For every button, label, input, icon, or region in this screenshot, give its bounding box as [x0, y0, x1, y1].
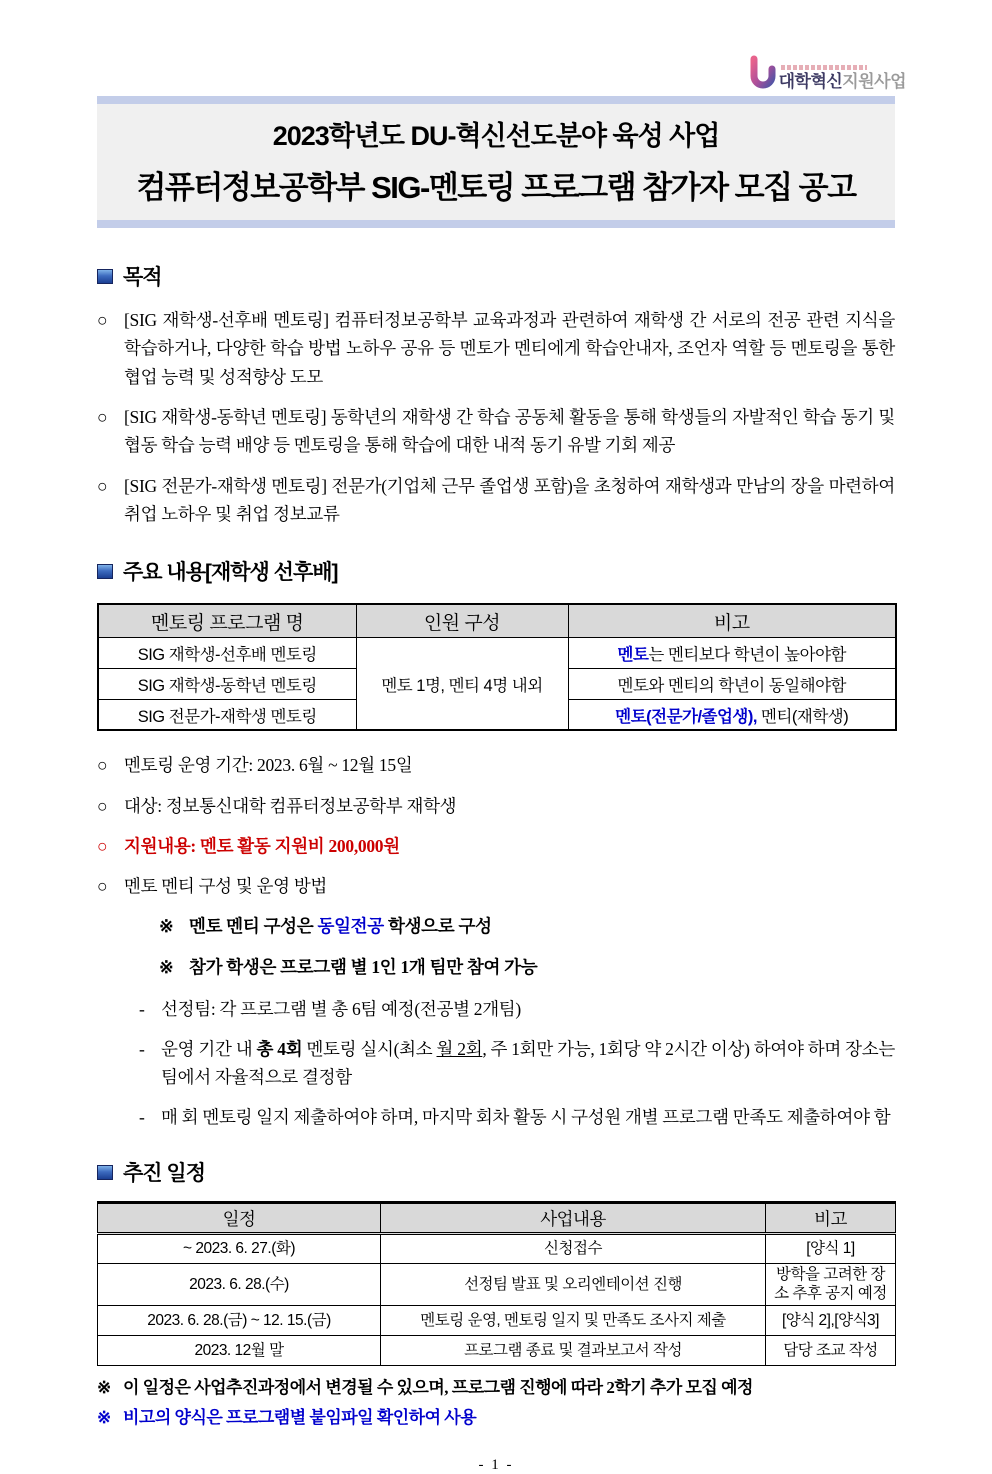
logo-text: [779, 65, 906, 90]
program-name-cell: SIG 재학생-선후배 멘토링: [98, 637, 356, 668]
title-line-2: 컴퓨터정보공학부 SIG-멘토링 프로그램 참가자 모집 공고: [136, 170, 856, 205]
activity-cell: 신청접수: [381, 1234, 766, 1264]
method-detail-text: 선정팀: 각 프로그램 별 총 6팀 예정(전공별 2개팀): [161, 999, 521, 1020]
remark-cell: 담당 조교 작성: [766, 1335, 896, 1365]
method-note: [159, 954, 895, 981]
purpose-heading-label: 목적: [123, 266, 162, 289]
note-pre: 멘토 멘티 구성은: [189, 915, 318, 936]
section-schedule-heading: [97, 1157, 895, 1187]
logo-name-bold: 대학혁신: [778, 72, 843, 91]
purpose-content: [97, 306, 895, 528]
circle-bullet: ○: [97, 407, 108, 428]
list-item-text: 대상: 정보통신대학 컴퓨터정보공학부 재학생: [124, 795, 457, 816]
logo-u-icon: [749, 56, 777, 90]
section-main-heading: [97, 556, 895, 586]
circle-bullet: ○: [97, 795, 108, 816]
section-square-icon: [97, 269, 113, 284]
main-heading-label: 주요 내용[재학생 선후배]: [123, 561, 338, 585]
logo-name: [779, 73, 906, 90]
col-note: 비고: [568, 604, 896, 637]
reference-mark-icon: ※: [97, 1377, 111, 1397]
circle-bullet: ○: [97, 755, 108, 776]
list-item-text: 멘토 멘티 구성 및 운영 방법: [124, 876, 328, 897]
list-item: [97, 792, 895, 820]
table-row: [98, 1264, 896, 1306]
col-program-name: 멘토링 프로그램 명: [98, 604, 356, 637]
detail-part: 멘토링 실시(최소: [302, 1039, 437, 1060]
section-square-icon: [97, 1165, 113, 1180]
schedule-heading-label: 추진 일정: [123, 1162, 205, 1186]
table-row: [98, 637, 896, 668]
col-activity: 사업내용: [381, 1203, 766, 1234]
method-detail: [139, 1103, 895, 1131]
date-cell: 2023. 6. 28.(수): [98, 1264, 381, 1306]
detail-underline: 월 2회: [436, 1039, 483, 1060]
dash-bullet: -: [139, 1039, 145, 1060]
schedule-header-row: [98, 1203, 896, 1234]
table-row: [98, 1305, 896, 1335]
note-post: 학생으로 구성: [383, 915, 492, 936]
footnote-text: 이 일정은 사업추진과정에서 변경될 수 있으며, 프로그램 진행에 따라 2학기 추가 모집 예정: [123, 1377, 753, 1397]
logo-tagline-decoration: [781, 65, 867, 70]
title-banner: [97, 96, 895, 228]
remark-cell: [양식 2],[양식3]: [766, 1305, 896, 1335]
circle-bullet: ○: [97, 310, 108, 330]
footnote: [97, 1376, 895, 1401]
note-blue-text: 멘토: [617, 645, 649, 664]
date-cell: ~ 2023. 6. 27.(화): [98, 1234, 381, 1264]
reference-mark-icon: ※: [159, 956, 174, 977]
section-square-icon: [97, 564, 113, 579]
purpose-item-text: [SIG 재학생-선후배 멘토링] 컴퓨터정보공학부 교육과정과 관련하여 재학생 간 서로의 전공 관련 지식을 학습하거나, 다양한 학습 방법 노하우 공유 등 멘토가 멘티에게 학습안내자, 조언자 역할 등 멘토링을 통한 협업 능력 및 성적향상 도모: [124, 310, 895, 387]
detail-part: 운영 기간 내: [161, 1039, 257, 1060]
people-cell: 멘토 1명, 멘티 4명 내외: [356, 637, 568, 730]
date-cell: 2023. 6. 28.(금) ~ 12. 15.(금): [98, 1305, 381, 1335]
purpose-item-text: [SIG 전문가-재학생 멘토링] 전문가(기업체 근무 졸업생 포함)을 초청하여 재학생과 만남의 장을 마련하여 취업 노하우 및 취업 정보교류: [124, 475, 895, 525]
footnotes: [0, 1376, 992, 1431]
col-remark: 비고: [766, 1203, 896, 1234]
note-rest-text: 멘토와 멘티의 학년이 동일해야함: [617, 676, 846, 695]
method-detail: [139, 1035, 895, 1091]
table-row: [98, 1335, 896, 1365]
footnote-text: 비고의 양식은 프로그램별 붙임파일 확인하여 사용: [123, 1408, 477, 1428]
method-note-text: [189, 913, 492, 940]
support-item: [97, 832, 895, 860]
method-note-text: 참가 학생은 프로그램 별 1인 1개 팀만 참여 가능: [189, 956, 538, 977]
col-date: 일정: [98, 1203, 381, 1234]
reference-mark-icon: ※: [159, 915, 174, 936]
remark-cell: [양식 1]: [766, 1234, 896, 1264]
dash-bullet: -: [139, 1107, 145, 1128]
note-cell: [568, 637, 896, 668]
date-cell: 2023. 12월 말: [98, 1335, 381, 1365]
program-name-cell: SIG 재학생-동학년 멘토링: [98, 668, 356, 699]
note-rest-text: 멘티(재학생): [756, 707, 849, 726]
purpose-item: [97, 403, 895, 460]
logo-name-light: 지원사업: [842, 72, 906, 91]
program-logo: [749, 56, 906, 90]
purpose-item-text: [SIG 재학생-동학년 멘토링] 동학년의 재학생 간 학습 공동체 활동을 통해 학생들의 자발적인 학습 동기 및 협동 학습 능력 배양 등 멘토링을 통해 학습에 대한 내적 동기 유발 기회 제공: [124, 407, 895, 456]
program-table-header-row: [98, 604, 896, 637]
detail-part: , 주 1회만 가능, 1회당 약 2시간 이상) 하여야 하며 장소는 팀에서 자율적으로 결정함: [161, 1039, 895, 1088]
program-name-cell: SIG 전문가-재학생 멘토링: [98, 699, 356, 730]
method-detail-text: 매 회 멘토링 일지 제출하여야 하며, 마지막 회차 활동 시 구성원 개별 프로그램 만족도 제출하여야 함: [161, 1107, 891, 1128]
page-number: - 1 -: [478, 1457, 514, 1474]
purpose-item: [97, 472, 895, 529]
method-note: [159, 913, 895, 940]
main-bullets: [97, 751, 895, 1131]
note-cell: [568, 668, 896, 699]
footnote: [97, 1406, 895, 1431]
remark-cell: 방학을 고려한 장소 추후 공지 예정: [766, 1264, 896, 1306]
activity-cell: 프로그램 종료 및 결과보고서 작성: [381, 1335, 766, 1365]
col-people: 인원 구성: [356, 604, 568, 637]
purpose-item: [97, 306, 895, 391]
method-detail-text: [161, 1035, 895, 1091]
program-table: [97, 603, 897, 731]
list-item-text: 멘토링 운영 기간: 2023. 6월 ~ 12월 15일: [124, 755, 413, 776]
support-item-text: 지원내용: 멘토 활동 지원비 200,000원: [124, 836, 400, 857]
activity-cell: 멘토링 운영, 멘토링 일지 및 만족도 조사지 제출: [381, 1305, 766, 1335]
circle-bullet: ○: [97, 876, 108, 897]
note-blue-text: 멘토(전문가/졸업생),: [615, 707, 757, 726]
section-purpose-heading: [97, 261, 895, 291]
reference-mark-icon: ※: [97, 1408, 111, 1428]
schedule-table: [97, 1201, 896, 1366]
list-item: [97, 751, 895, 779]
method-detail: [139, 995, 895, 1023]
circle-bullet: ○: [97, 836, 108, 857]
table-row: [98, 1234, 896, 1264]
circle-bullet: ○: [97, 475, 108, 496]
note-cell: [568, 699, 896, 730]
activity-cell: 선정팀 발표 및 오리엔테이션 진행: [381, 1264, 766, 1306]
note-rest-text: 는 멘티보다 학년이 높아야함: [648, 645, 846, 664]
note-emphasis: 동일전공: [317, 915, 384, 936]
title-line-1: 2023학년도 DU-혁신선도분야 육성 사업: [272, 121, 720, 151]
list-item: [97, 872, 895, 900]
detail-bold: 총 4회: [256, 1039, 303, 1060]
dash-bullet: -: [139, 999, 145, 1020]
